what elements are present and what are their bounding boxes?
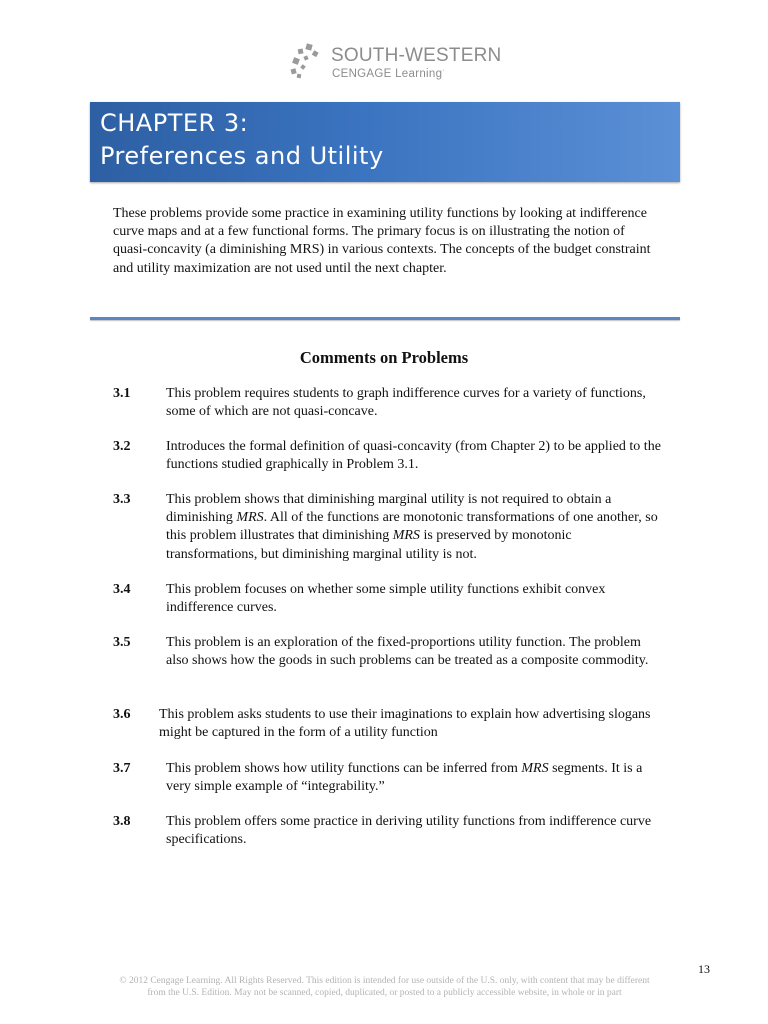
- problem-text: This problem asks students to use their imaginations to explain how advertising slogans might be captured in the form of a utility function: [159, 707, 651, 741]
- brand-name: SOUTH-WESTERN: [331, 45, 502, 66]
- problem-number: 3.1: [113, 386, 131, 401]
- problem-text: This problem requires students to graph indifference curves for a variety of functions, some of which are not quasi-concave.: [166, 386, 646, 420]
- mrs-term: MRS: [392, 528, 420, 544]
- problem-number: 3.3: [113, 492, 131, 507]
- problem-number: 3.2: [113, 439, 131, 454]
- page-number: 13: [698, 962, 710, 976]
- copyright-notice: © 2012 Cengage Learning. All Rights Reserved. This edition is intended for use outside of the U.S. only, with content that may be different from the U.S. Edition. May not be scanned, copied, duplicated, or posted to a publicly accessible website, in whole or in part: [119, 976, 650, 998]
- problem-text: This problem shows how utility functions can be inferred from MRS segments. It is a very simple example of “integrability.”: [166, 761, 643, 795]
- problem-text: Introduces the formal definition of quasi-concavity (from Chapter 2) to be applied to the functions studied graphically in Problem 3.1.: [166, 439, 661, 473]
- section-title: Comments on Problems: [299, 348, 469, 367]
- brand-subtitle: CENGAGE Learning·: [332, 67, 445, 80]
- section-divider: [90, 317, 680, 320]
- publisher-logo: [289, 43, 502, 83]
- problem-text: This problem focuses on whether some simple utility functions exhibit convex indifference curves.: [166, 582, 606, 616]
- cengage-logo-icon: [289, 43, 329, 81]
- chapter-title: Preferences and Utility: [100, 142, 384, 170]
- problem-number: 3.4: [113, 582, 131, 597]
- problem-number: 3.5: [113, 635, 131, 650]
- chapter-banner: [90, 102, 680, 182]
- mrs-term: MRS: [236, 510, 264, 526]
- problem-text: This problem is an exploration of the fixed-proportions utility function. The problem also shows how the goods in such problems can be treated as a composite commodity.: [166, 635, 649, 669]
- problem-number: 3.8: [113, 814, 131, 829]
- problem-text: This problem offers some practice in deriving utility functions from indifference curve specifications.: [166, 814, 652, 848]
- chapter-number: CHAPTER 3:: [100, 109, 249, 137]
- problem-text: This problem shows that diminishing marginal utility is not required to obtain a diminishing MRS. All of the functions are monotonic transformations of one another, so this problem illustrates that diminishing MRS is preserved by monotonic transformations, but diminishing marginal utility is not.: [166, 492, 658, 562]
- problem-number: 3.7: [113, 761, 131, 776]
- problem-number: 3.6: [113, 707, 131, 722]
- intro-paragraph: These problems provide some practice in examining utility functions by looking at indifference curve maps and at a few functional forms. The primary focus is on illustrating the notion of quasi-concavity (a diminishing MRS) in various contexts. The concepts of the budget constraint and utility maximization are not used until the next chapter.: [113, 206, 651, 276]
- mrs-term: MRS: [521, 761, 549, 776]
